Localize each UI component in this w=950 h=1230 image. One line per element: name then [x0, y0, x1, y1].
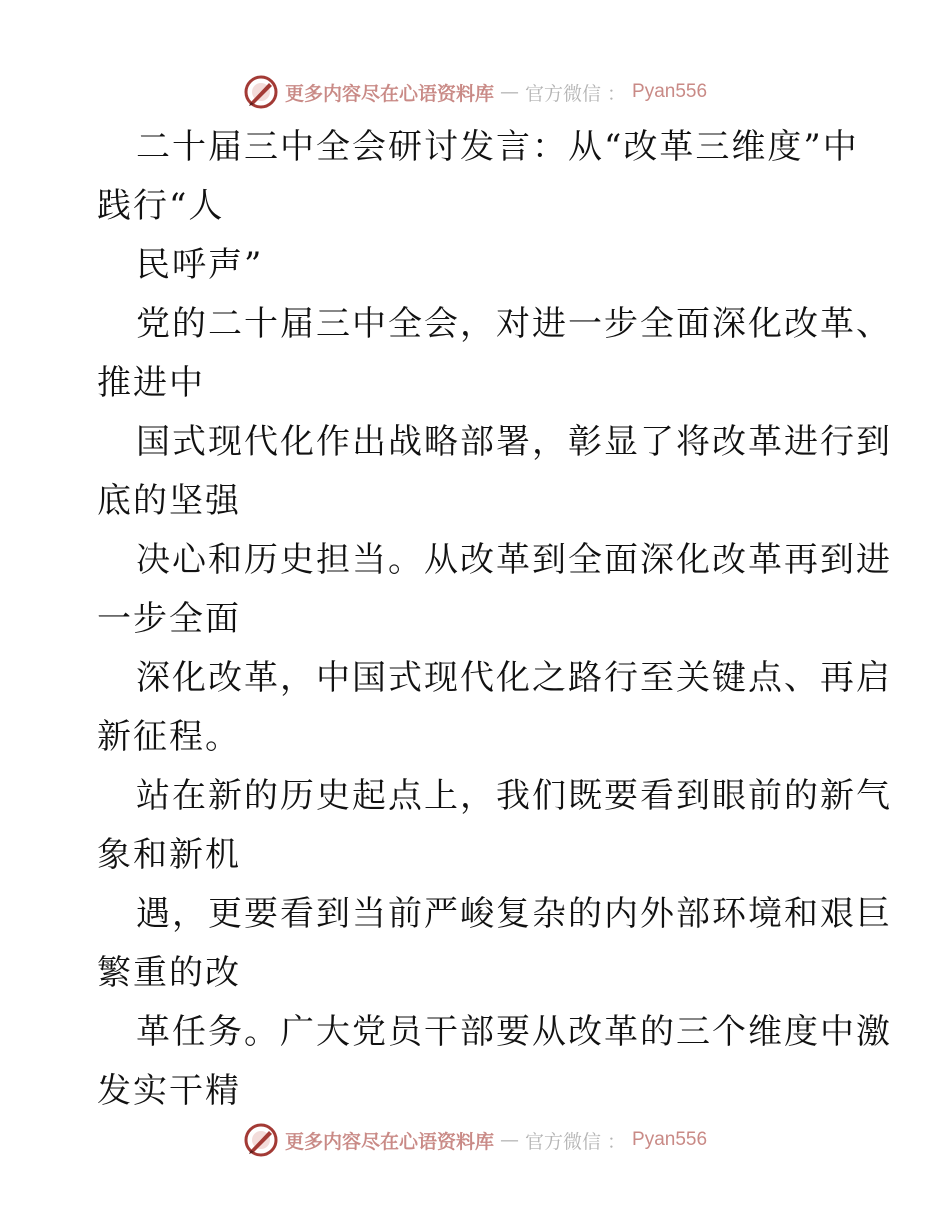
- document-title-line-2: 践行“人: [97, 186, 225, 226]
- document-body: [97, 118, 892, 1121]
- paragraph-line: 遇，更要看到当前严峻复杂的内外部环境和艰巨: [136, 894, 892, 934]
- paragraph-line: 国式现代化作出战略部署，彰显了将改革进行到: [136, 422, 892, 462]
- banner-dash: —: [499, 1129, 519, 1151]
- paragraph-line: 象和新机: [97, 835, 241, 875]
- paragraph-line: 党的二十届三中全会，对进一步全面深化改革、: [136, 304, 892, 344]
- paragraph-line: 站在新的历史起点上，我们既要看到眼前的新气: [136, 776, 892, 816]
- paragraph-line: 深化改革，中国式现代化之路行至关键点、再启: [136, 658, 892, 698]
- paragraph-line: 革任务。广大党员干部要从改革的三个维度中激: [136, 1012, 892, 1052]
- document-title-line-3: 民呼声”: [136, 245, 264, 285]
- paragraph-line: 决心和历史担当。从改革到全面深化改革再到进: [136, 540, 892, 580]
- banner-account-label: 官方微信: [524, 82, 601, 105]
- pen-logo-icon: [243, 1122, 279, 1158]
- paragraph-line: 推进中: [97, 363, 205, 403]
- banner-dash: —: [499, 81, 519, 103]
- paragraph-line: 发实干精: [97, 1071, 241, 1111]
- paragraph-line: 新征程。: [97, 717, 241, 757]
- banner-main-text: 更多内容尽在心语资料库: [284, 1130, 494, 1153]
- banner-account-id: Pyan556: [632, 81, 708, 102]
- banner-separator: ：: [607, 1130, 627, 1153]
- paragraph-line: 繁重的改: [97, 953, 241, 993]
- pen-logo-icon: [243, 74, 279, 110]
- paragraph-line: 一步全面: [97, 599, 241, 639]
- header-watermark-banner: [0, 72, 950, 112]
- banner-main-text: 更多内容尽在心语资料库: [284, 82, 494, 105]
- banner-account-label: 官方微信: [524, 1130, 601, 1153]
- banner-account-id: Pyan556: [632, 1129, 708, 1150]
- banner-separator: ：: [607, 82, 627, 105]
- document-title-line-1: 二十届三中全会研讨发言：从“改革三维度”中: [136, 127, 859, 167]
- paragraph-line: 底的坚强: [97, 481, 241, 521]
- footer-watermark-banner: [0, 1120, 950, 1160]
